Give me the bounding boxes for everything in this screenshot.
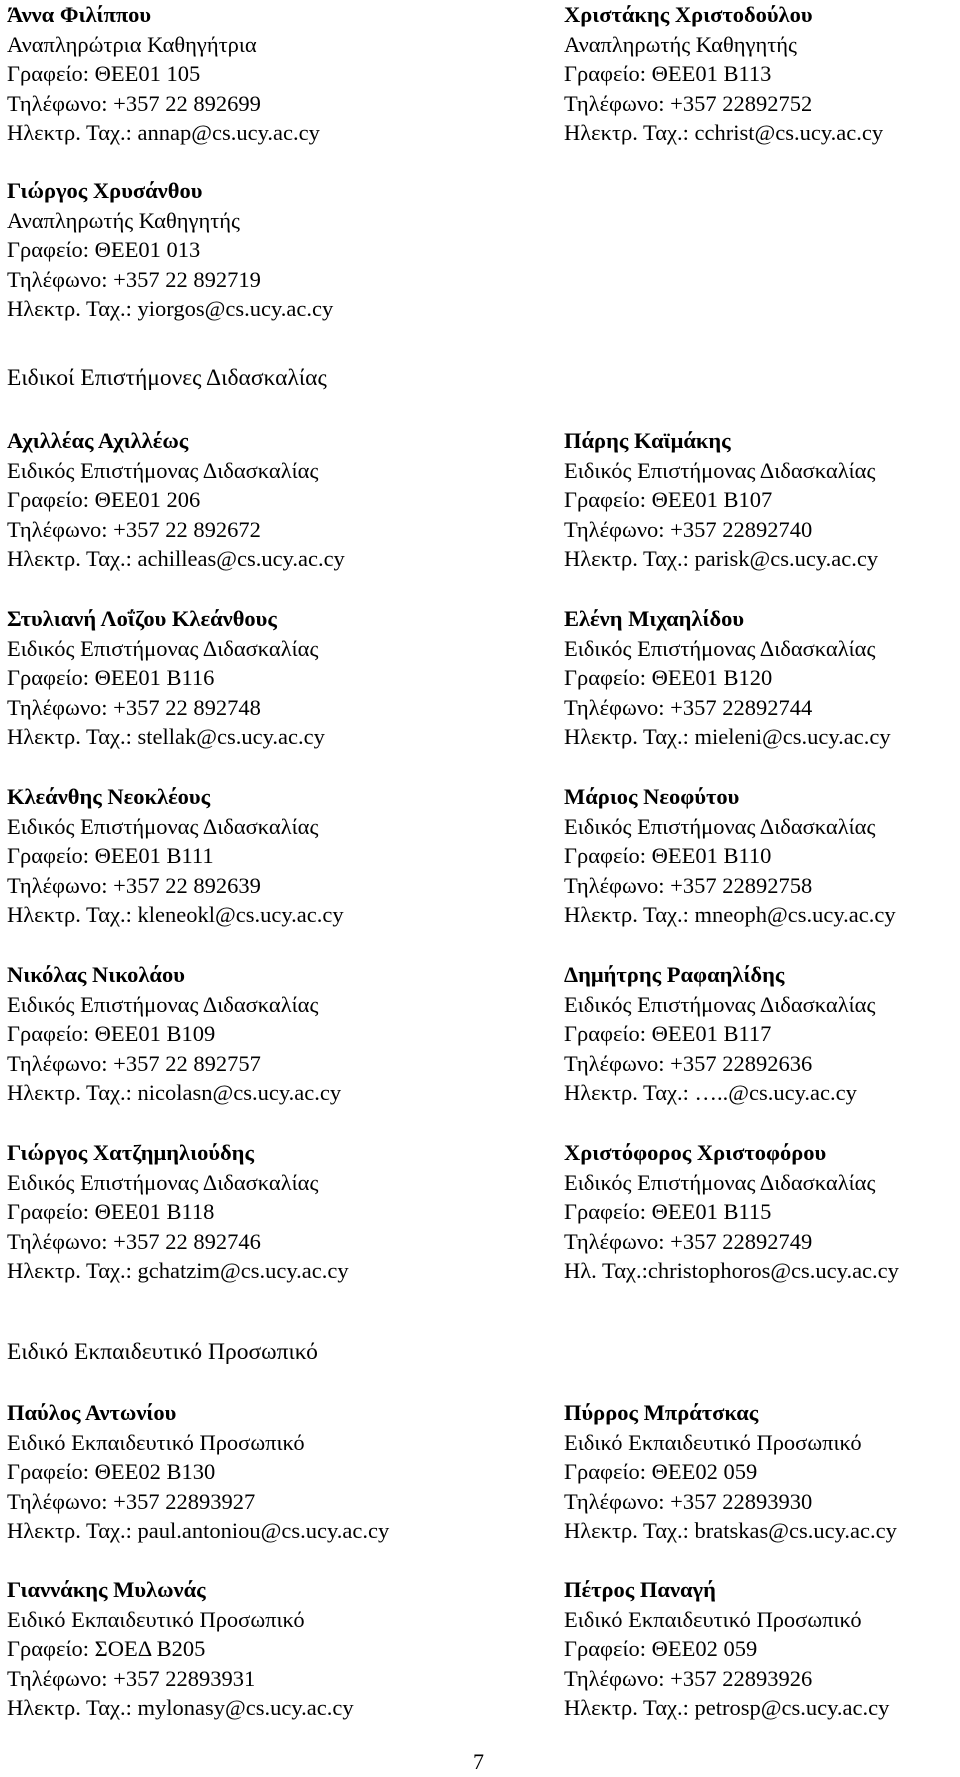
contact-entry <box>564 1138 899 1286</box>
contact-phone: Τηλέφωνο: +357 22893931 <box>7 1665 256 1691</box>
contact-phone: Τηλέφωνο: +357 22 892748 <box>7 694 261 720</box>
contact-email: Ηλεκτρ. Ταχ.: bratskas@cs.ucy.ac.cy <box>564 1518 897 1543</box>
contact-office: Γραφείο: ΣΟΕΔ Β205 <box>7 1636 206 1661</box>
section-heading-specialists: Ειδικοί Επιστήμονες Διδασκαλίας <box>7 365 327 391</box>
contact-email: Ηλεκτρ. Ταχ.: mneoph@cs.ucy.ac.cy <box>564 902 896 927</box>
contact-office: Γραφείο: ΘΕΕ01 Β107 <box>564 487 773 512</box>
contact-office: Γραφείο: ΘΕΕ02 059 <box>564 1636 758 1661</box>
contact-phone: Τηλέφωνο: +357 22893930 <box>564 1488 813 1514</box>
contact-office: Γραφείο: ΘΕΕ01 105 <box>7 61 201 86</box>
contact-name: Γιαννάκης Μυλωνάς <box>7 1577 206 1602</box>
contact-phone: Τηλέφωνο: +357 22892740 <box>564 516 813 542</box>
contact-entry <box>7 782 344 930</box>
contact-entry <box>564 0 883 148</box>
contact-email: Ηλεκτρ. Ταχ.: nicolasn@cs.ucy.ac.cy <box>7 1080 342 1105</box>
contact-name: Πέτρος Παναγή <box>564 1577 716 1602</box>
contact-email: Ηλεκτρ. Ταχ.: cchrist@cs.ucy.ac.cy <box>564 120 884 145</box>
contact-phone: Τηλέφωνο: +357 22892749 <box>564 1228 813 1254</box>
contact-office: Γραφείο: ΘΕΕ01 Β110 <box>564 843 772 868</box>
contact-title: Ειδικός Επιστήμονας Διδασκαλίας <box>7 457 319 483</box>
contact-title: Ειδικό Εκπαιδευτικό Προσωπικό <box>7 1429 305 1455</box>
contact-phone: Τηλέφωνο: +357 22 892719 <box>7 266 261 292</box>
contact-title: Αναπληρώτρια Καθηγήτρια <box>7 31 257 57</box>
contact-phone: Τηλέφωνο: +357 22892744 <box>564 694 813 720</box>
contact-entry <box>564 604 891 752</box>
contact-office: Γραφείο: ΘΕΕ01 Β116 <box>7 665 215 690</box>
contact-phone: Τηλέφωνο: +357 22892758 <box>564 872 813 898</box>
contact-entry <box>7 960 341 1108</box>
contact-name: Γιώργος Χρυσάνθου <box>7 178 203 203</box>
contact-title: Ειδικός Επιστήμονας Διδασκαλίας <box>564 457 876 483</box>
contact-name: Γιώργος Χατζημηλιούδης <box>7 1140 254 1165</box>
contact-entry <box>7 1575 354 1723</box>
contact-email: Ηλεκτρ. Ταχ.: …..@cs.ucy.ac.cy <box>564 1080 857 1105</box>
contact-entry <box>7 176 333 324</box>
contact-phone: Τηλέφωνο: +357 22 892672 <box>7 516 261 542</box>
contact-office: Γραφείο: ΘΕΕ01 206 <box>7 487 201 512</box>
contact-name: Νικόλας Νικολάου <box>7 962 185 987</box>
contact-title: Αναπληρωτής Καθηγητής <box>564 31 797 57</box>
contact-title: Ειδικός Επιστήμονας Διδασκαλίας <box>7 635 319 661</box>
contact-phone: Τηλέφωνο: +357 22 892699 <box>7 90 261 116</box>
contact-email: Ηλεκτρ. Ταχ.: mieleni@cs.ucy.ac.cy <box>564 724 891 749</box>
contact-office: Γραφείο: ΘΕΕ01 Β117 <box>564 1021 772 1046</box>
section-heading-special-staff: Ειδικό Εκπαιδευτικό Προσωπικό <box>7 1339 318 1365</box>
contact-entry <box>564 960 875 1108</box>
contact-title: Ειδικός Επιστήμονας Διδασκαλίας <box>564 1169 876 1195</box>
contact-email: Ηλεκτρ. Ταχ.: paul.antoniou@cs.ucy.ac.cy <box>7 1518 390 1543</box>
contact-name: Παύλος Αντωνίου <box>7 1400 177 1425</box>
contact-title: Ειδικός Επιστήμονας Διδασκαλίας <box>7 813 319 839</box>
contact-phone: Τηλέφωνο: +357 22892752 <box>564 90 813 116</box>
contact-email: Ηλεκτρ. Ταχ.: petrosp@cs.ucy.ac.cy <box>564 1695 890 1720</box>
contact-email: Ηλεκτρ. Ταχ.: gchatzim@cs.ucy.ac.cy <box>7 1258 349 1283</box>
contact-office: Γραφείο: ΘΕΕ01 Β120 <box>564 665 773 690</box>
contact-office: Γραφείο: ΘΕΕ01 Β113 <box>564 61 772 86</box>
contact-entry <box>7 1398 389 1546</box>
contact-email: Ηλεκτρ. Ταχ.: annap@cs.ucy.ac.cy <box>7 120 320 145</box>
contact-office: Γραφείο: ΘΕΕ01 Β109 <box>7 1021 216 1046</box>
contact-entry <box>564 426 878 574</box>
contact-phone: Τηλέφωνο: +357 22 892639 <box>7 872 261 898</box>
contact-name: Δημήτρης Ραφαηλίδης <box>564 962 785 987</box>
contact-phone: Τηλέφωνο: +357 22 892757 <box>7 1050 261 1076</box>
contact-title: Αναπληρωτής Καθηγητής <box>7 207 240 233</box>
contact-office: Γραφείο: ΘΕΕ01 013 <box>7 237 201 262</box>
contact-name: Κλεάνθης Νεοκλέους <box>7 784 211 809</box>
contact-office: Γραφείο: ΘΕΕ02 Β130 <box>7 1459 216 1484</box>
contact-entry <box>564 1575 889 1723</box>
contact-office: Γραφείο: ΘΕΕ01 Β118 <box>7 1199 215 1224</box>
contact-name: Χριστάκης Χριστοδούλου <box>564 2 813 27</box>
contact-name: Άννα Φιλίππου <box>7 2 152 27</box>
contact-office: Γραφείο: ΘΕΕ02 059 <box>564 1459 758 1484</box>
contact-title: Ειδικό Εκπαιδευτικό Προσωπικό <box>564 1429 862 1455</box>
contact-email: Ηλ. Ταχ.:christophoros@cs.ucy.ac.cy <box>564 1258 899 1283</box>
contact-title: Ειδικός Επιστήμονας Διδασκαλίας <box>7 991 319 1017</box>
contact-office: Γραφείο: ΘΕΕ01 Β111 <box>7 843 214 868</box>
contact-email: Ηλεκτρ. Ταχ.: achilleas@cs.ucy.ac.cy <box>7 546 345 571</box>
contact-office: Γραφείο: ΘΕΕ01 Β115 <box>564 1199 772 1224</box>
contact-title: Ειδικός Επιστήμονας Διδασκαλίας <box>7 1169 319 1195</box>
contact-entry <box>564 1398 897 1546</box>
contact-name: Χριστόφορος Χριστοφόρου <box>564 1140 827 1165</box>
contact-phone: Τηλέφωνο: +357 22892636 <box>564 1050 813 1076</box>
contact-name: Πύρρος Μπράτσκας <box>564 1400 759 1425</box>
contact-phone: Τηλέφωνο: +357 22893926 <box>564 1665 813 1691</box>
contact-name: Αχιλλέας Αχιλλέως <box>7 428 189 453</box>
contact-title: Ειδικό Εκπαιδευτικό Προσωπικό <box>564 1606 862 1632</box>
contact-email: Ηλεκτρ. Ταχ.: yiorgos@cs.ucy.ac.cy <box>7 296 334 321</box>
contact-title: Ειδικός Επιστήμονας Διδασκαλίας <box>564 635 876 661</box>
contact-name: Πάρης Καϊμάκης <box>564 428 731 453</box>
contact-title: Ειδικός Επιστήμονας Διδασκαλίας <box>564 813 876 839</box>
contact-name: Στυλιανή Λοΐζου Κλεάνθους <box>7 606 277 631</box>
contact-entry <box>564 782 896 930</box>
contact-title: Ειδικό Εκπαιδευτικό Προσωπικό <box>7 1606 305 1632</box>
contact-entry <box>7 604 325 752</box>
contact-entry <box>7 0 320 148</box>
contact-phone: Τηλέφωνο: +357 22 892746 <box>7 1228 261 1254</box>
contact-entry <box>7 1138 349 1286</box>
contact-title: Ειδικός Επιστήμονας Διδασκαλίας <box>564 991 876 1017</box>
contact-email: Ηλεκτρ. Ταχ.: mylonasy@cs.ucy.ac.cy <box>7 1695 354 1720</box>
page-number: 7 <box>473 1749 484 1774</box>
contact-phone: Τηλέφωνο: +357 22893927 <box>7 1488 256 1514</box>
contact-name: Ελένη Μιχαηλίδου <box>564 606 745 631</box>
contact-email: Ηλεκτρ. Ταχ.: parisk@cs.ucy.ac.cy <box>564 546 879 571</box>
contact-name: Μάριος Νεοφύτου <box>564 784 740 809</box>
contact-email: Ηλεκτρ. Ταχ.: kleneokl@cs.ucy.ac.cy <box>7 902 344 927</box>
contact-entry <box>7 426 345 574</box>
contact-email: Ηλεκτρ. Ταχ.: stellak@cs.ucy.ac.cy <box>7 724 325 749</box>
